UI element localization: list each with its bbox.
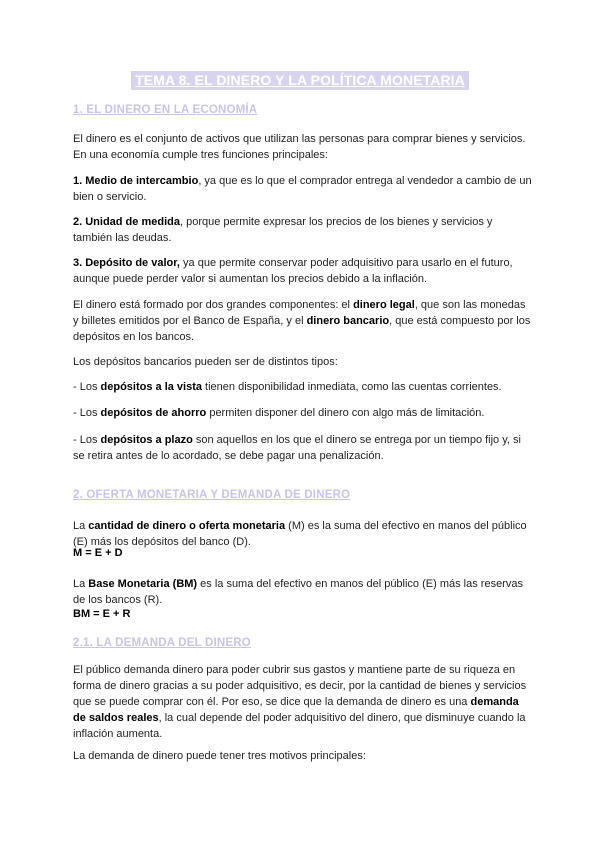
- money-definition-paragraph: El dinero es el conjunto de activos que utilizan las personas para comprar bienes y servicios. En una economía cumple tres funciones principales:: [73, 133, 526, 161]
- function-unit-paragraph: 2. Unidad de medida, porque permite expresar los precios de los bienes y servicios y también las deudas.: [73, 216, 493, 244]
- section-2-1-heading: 2.1. LA DEMANDA DEL DINERO: [73, 637, 251, 649]
- document-title: TEMA 8. EL DINERO Y LA POLÍTICA MONETARIA: [131, 71, 469, 90]
- section-1-heading: 1. EL DINERO EN LA ECONOMÍA: [73, 104, 258, 116]
- money-supply-paragraph: La cantidad de dinero o oferta monetaria (M) es la suma del efectivo en manos del público (E) más los depósitos del banco (D).: [73, 520, 527, 548]
- function-unit-term: 2. Unidad de medida: [73, 216, 180, 228]
- legal-money-term: dinero legal: [353, 299, 415, 311]
- money-components-paragraph: El dinero está formado por dos grandes componentes: el dinero legal, que son las monedas y billetes emitidos por el Banco de España, y el dinero bancario, que está compuesto por los depósitos en los bancos.: [73, 299, 531, 343]
- section-2-heading: 2. OFERTA MONETARIA Y DEMANDA DE DINERO: [73, 489, 351, 501]
- money-demand-motives-intro: La demanda de dinero puede tener tres motivos principales:: [73, 750, 366, 762]
- sight-deposits-item: - Los depósitos a la vista tienen disponibilidad inmediata, como las cuentas corrientes.: [73, 381, 502, 393]
- monetary-base-paragraph: La Base Monetaria (BM) es la suma del efectivo en manos del público (E) más las reservas de los bancos (R).: [73, 578, 523, 606]
- term-deposits-item: - Los depósitos a plazo son aquellos en los que el dinero se entrega por un tiempo fijo y, si se retira antes de lo acordado, se debe pagar una penalización.: [73, 434, 521, 462]
- function-store-paragraph: 3. Depósito de valor, ya que permite conservar poder adquisitivo para usarlo en el futuro, aunque puede perder valor si aumentan los precios debido a la inflación.: [73, 257, 513, 285]
- function-exchange-paragraph: 1. Medio de intercambio, ya que es lo que el comprador entrega al vendedor a cambio de un bien o servicio.: [73, 175, 532, 203]
- function-exchange-term: 1. Medio de intercambio: [73, 175, 199, 187]
- function-store-term: 3. Depósito de valor,: [73, 257, 180, 269]
- savings-deposits-item: - Los depósitos de ahorro permiten disponer del dinero con algo más de limitación.: [73, 407, 485, 419]
- real-balances-term: demanda de saldos reales: [73, 696, 519, 724]
- monetary-base-formula: BM = E + R: [73, 608, 131, 620]
- deposit-types-intro: Los depósitos bancarios pueden ser de distintos tipos:: [73, 356, 338, 368]
- money-demand-paragraph: El público demanda dinero para poder cubrir sus gastos y mantiene parte de su riqueza en forma de dinero gracias a su poder adquisitivo, es decir, por la cantidad de bienes y servicios que se puede comprar con él. Por eso, se dice que la demanda de dinero es una demanda de saldos reales, la cual depende del poder adquisitivo del dinero, que disminuye cuando la inflación aumenta.: [73, 664, 527, 740]
- money-supply-formula: M = E + D: [73, 547, 123, 559]
- bank-money-term: dinero bancario: [306, 315, 390, 327]
